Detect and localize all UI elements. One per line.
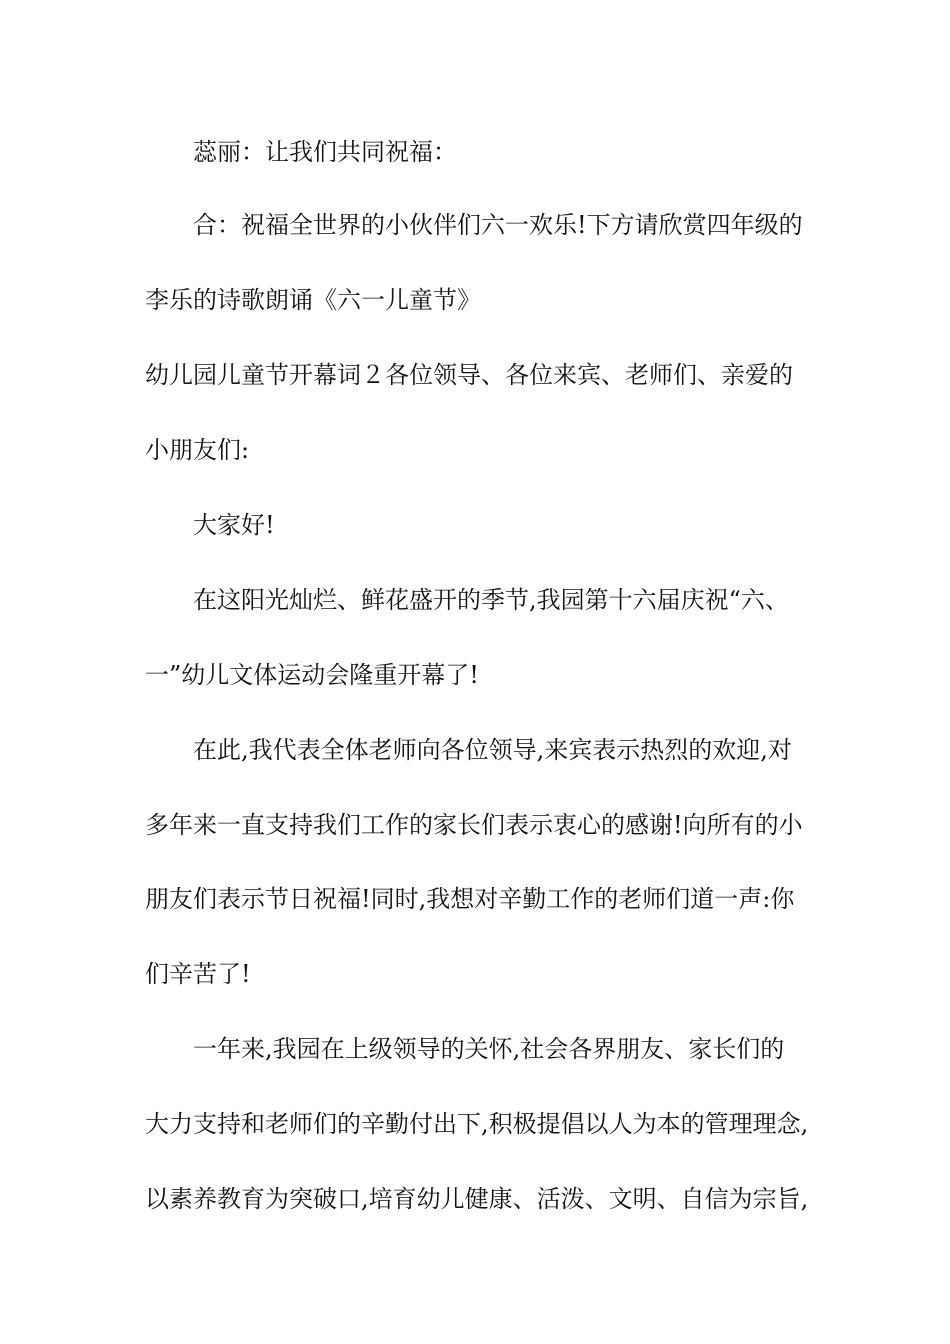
- text-line: 一年来,我园在上级领导的关怀,社会各界朋友、家长们的: [193, 1035, 785, 1063]
- text-line: 多年来一直支持我们工作的家长们表示衷心的感谢!向所有的小: [145, 811, 803, 839]
- text-line: 一”幼儿文体运动会隆重开幕了!: [145, 661, 479, 689]
- text-line: 幼儿园儿童节开幕词２各位领导、各位来宾、老师们、亲爱的: [145, 361, 793, 389]
- text-line: 朋友们表示节日祝福!同时,我想对辛勤工作的老师们道一声:你: [145, 885, 795, 913]
- text-line: 在此,我代表全体老师向各位领导,来宾表示热烈的欢迎,对: [193, 736, 792, 764]
- text-line: 蕊丽：让我们共同祝福：: [193, 138, 457, 166]
- text-line: 合：祝福全世界的小伙伴们六一欢乐!下方请欣赏四年级的: [193, 211, 803, 239]
- text-line: 们辛苦了!: [145, 960, 251, 988]
- text-line: 以素养教育为突破口,培育幼儿健康、活泼、文明、自信为宗旨,: [145, 1185, 809, 1213]
- text-line: 大家好!: [193, 511, 275, 539]
- text-line: 李乐的诗歌朗诵《六一儿童节》: [145, 286, 481, 314]
- text-line: 小朋友们:: [145, 436, 250, 464]
- text-line: 在这阳光灿烂、鲜花盛开的季节,我园第十六届庆祝“六、: [193, 586, 789, 614]
- text-line: 大力支持和老师们的辛勤付出下,积极提倡以人为本的管理理念,: [145, 1110, 809, 1138]
